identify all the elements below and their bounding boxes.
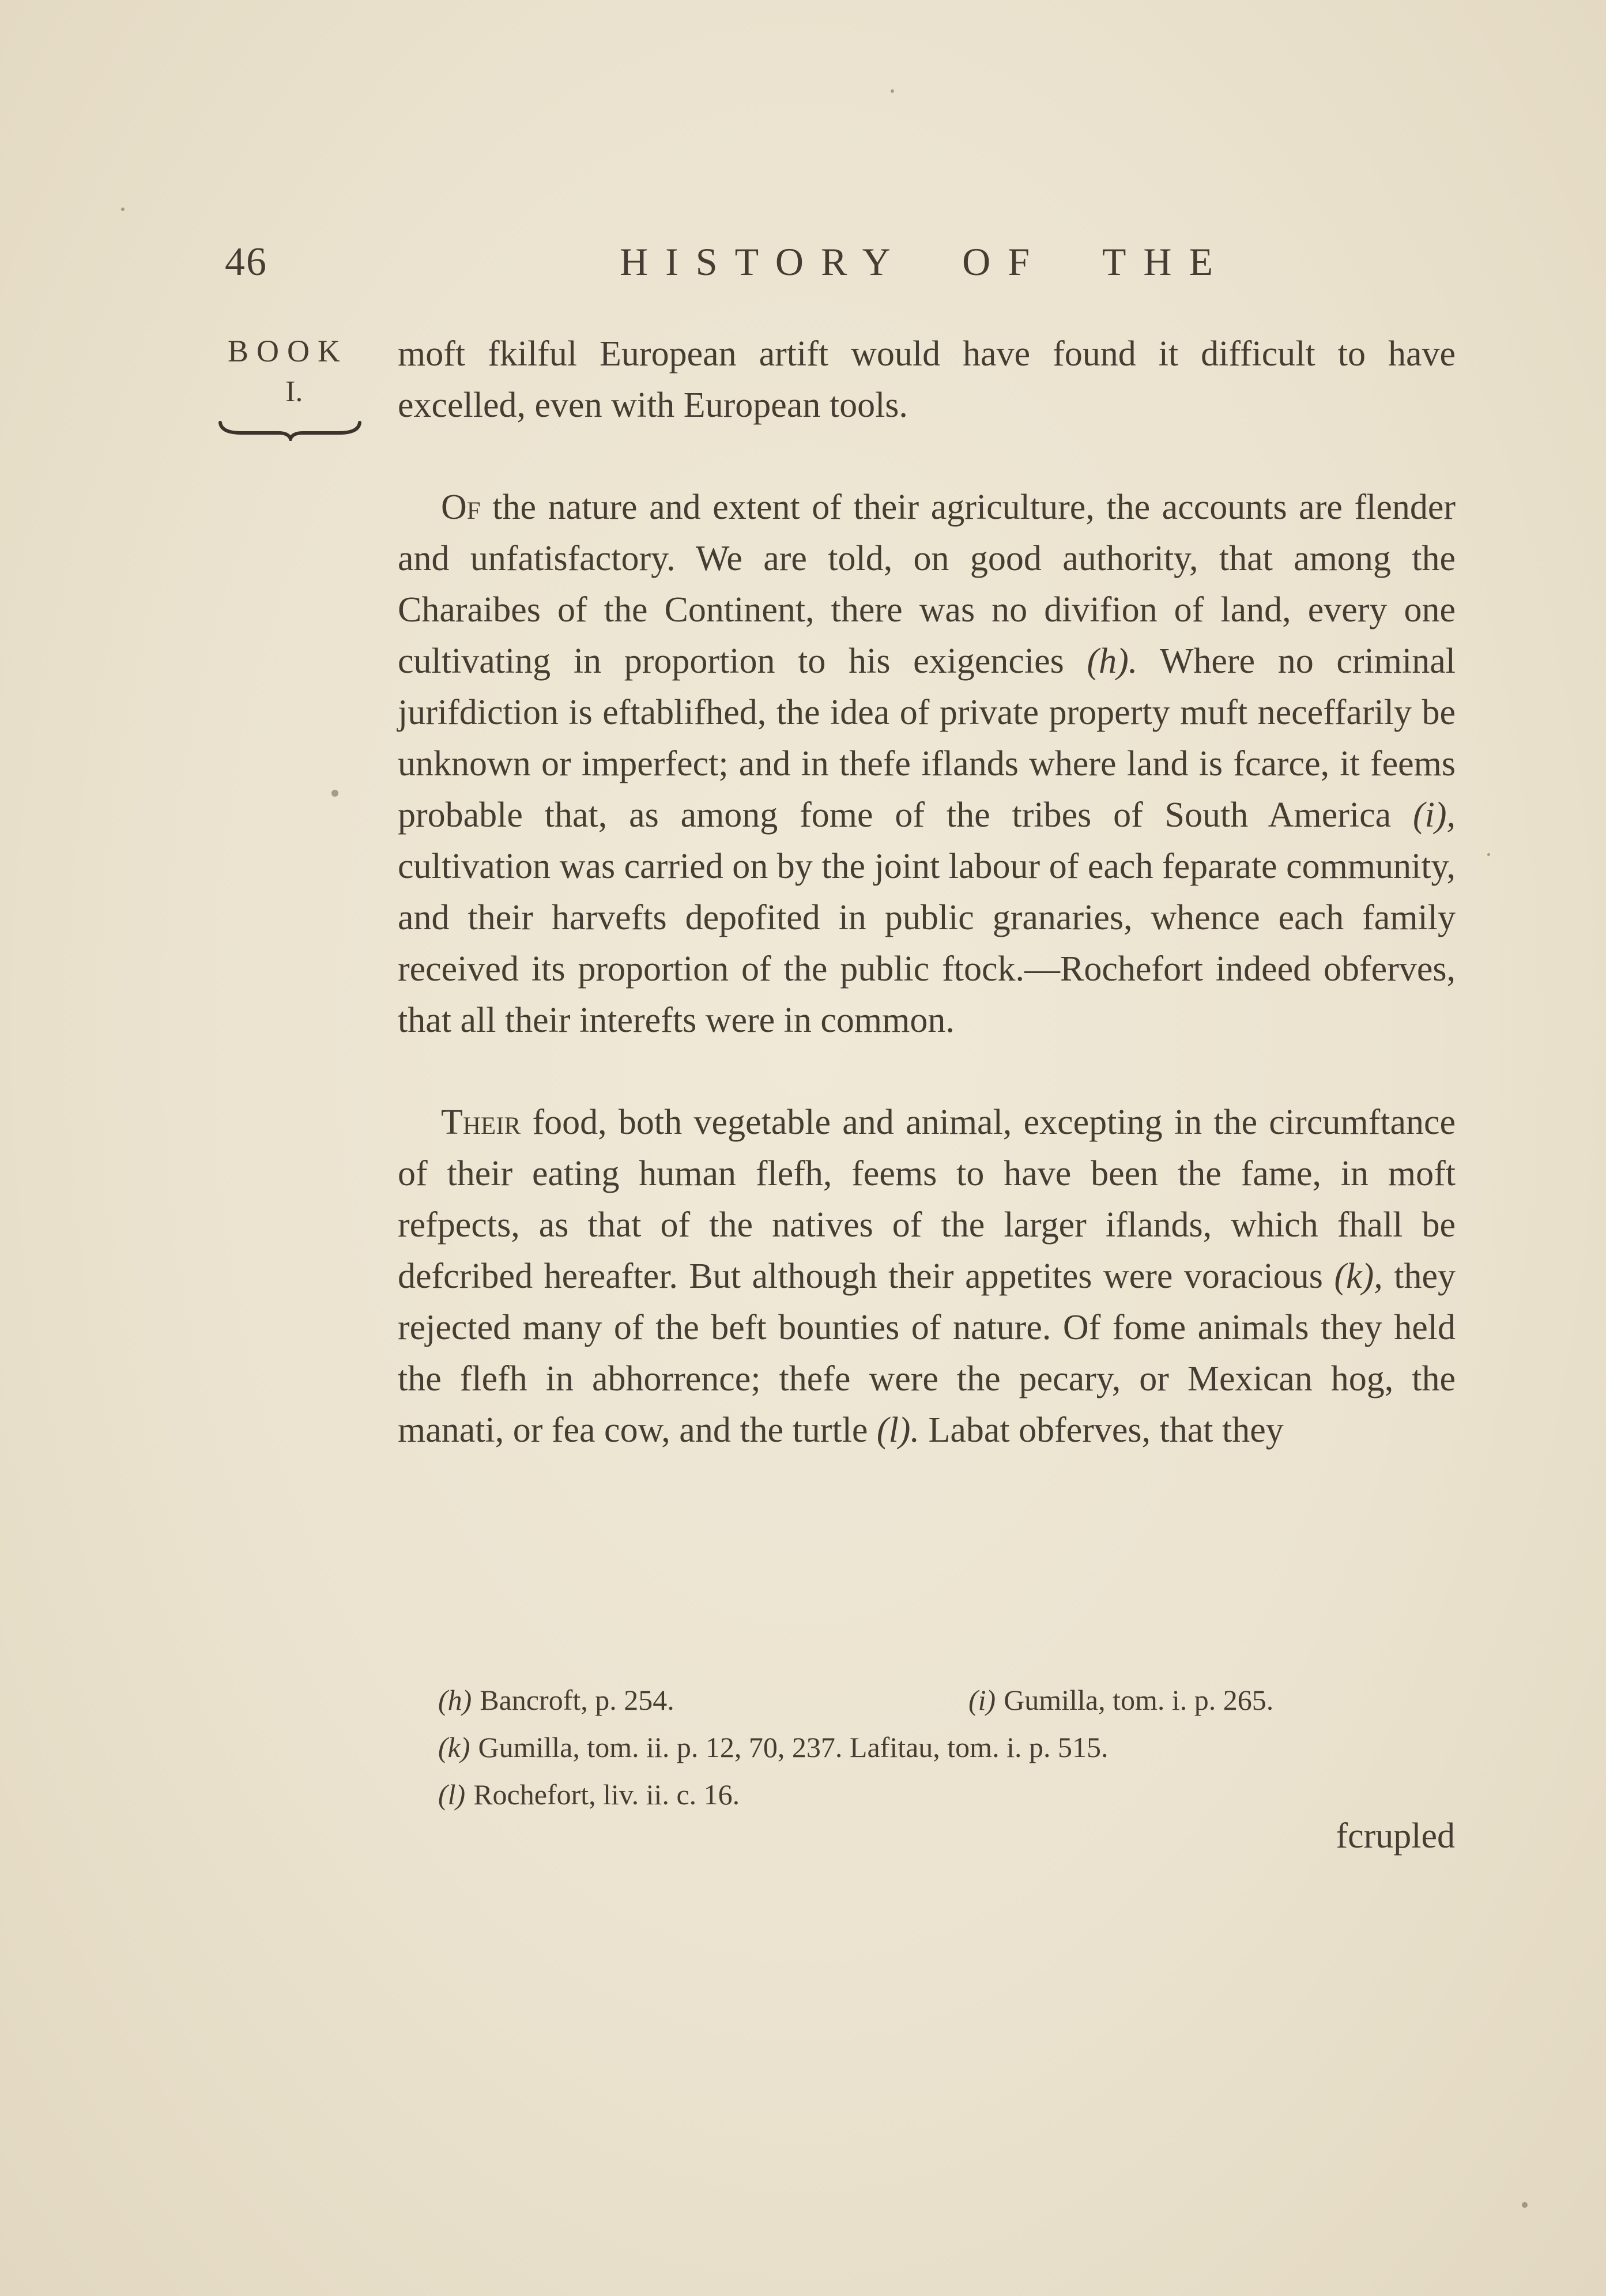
footnote-row: [438, 1676, 1476, 1724]
footnote-ref-k: (k),: [1334, 1257, 1383, 1296]
paragraph-text: food, both vegetable and animal, excepting in the circumftance of their eating human flefh, feems to have been the fame, in moft refpects, as that of the natives of the larger iflands, which fhall be defcribed hereafter. But although their appetites were voracious: [398, 1103, 1456, 1296]
paragraph-lead-caps: Their: [441, 1103, 521, 1142]
paragraph-lead-caps: Of: [441, 488, 481, 527]
footnote-row: [438, 1771, 1476, 1818]
footnote-row: [438, 1724, 1476, 1771]
paragraph-agriculture: [398, 482, 1456, 1046]
paragraph-text: Labat obferves, that they: [919, 1411, 1284, 1450]
paragraph-text: they rejected many of the beft bounties of nature. Of fome animals they held the flefh in abhorrence; thefe were the pecary, or Mexican hog, the manati, or fea cow, and the turtle: [398, 1257, 1456, 1450]
paragraph-text: the nature and extent of their agriculture, the accounts are flender and unfatisfactory. We are told, on good authority, that among the Charaibes of the Continent, there was no divifion of land, every one cultivating in proportion to his exigencies: [398, 488, 1456, 681]
paper-speck: [1522, 2202, 1528, 2208]
footnote-i: [968, 1676, 1273, 1724]
footnote-ref-h: (h).: [1087, 642, 1138, 681]
margin-brace-ornament: [218, 418, 362, 441]
running-title: HISTORY OF THE: [620, 240, 1231, 284]
footnote-ref-l: (l).: [876, 1411, 919, 1450]
paragraph-text: cultivation was carried on by the joint labour of each feparate community, and their harvefts depofited in public granaries, whence each family received its proportion of the public ftock.—Rochefort indeed obferves, that all their interefts were in common.: [398, 847, 1456, 1040]
footnote-key: (i): [968, 1684, 996, 1716]
footnote-key: (l): [438, 1778, 466, 1811]
paragraph-food: [398, 1097, 1456, 1456]
paper-speck: [331, 790, 338, 797]
footnote-text: Gumilla, tom. i. p. 265.: [1004, 1684, 1274, 1716]
footnote-text: Bancroft, p. 254.: [480, 1684, 674, 1716]
footnote-ref-i: (i),: [1412, 796, 1456, 835]
main-text: [398, 329, 1456, 1456]
paragraph-continuation: moft fkilful European artift would have found it difficult to have excelled, even with European tools.: [398, 334, 1456, 425]
footnote-text: Gumilla, tom. ii. p. 12, 70, 237. Lafitau, tom. i. p. 515.: [478, 1731, 1109, 1763]
catchword: fcrupled: [1336, 1816, 1455, 1856]
footnotes: [438, 1676, 1476, 1818]
paper-speck: [1487, 853, 1490, 856]
margin-book-number: I.: [285, 375, 303, 408]
page-number: 46: [225, 240, 267, 284]
footnote-l: [438, 1771, 740, 1818]
margin-book-label: BOOK: [228, 334, 349, 368]
paper-speck: [121, 208, 125, 211]
footnote-text: Rochefort, liv. ii. c. 16.: [473, 1778, 740, 1811]
paper-speck: [891, 89, 894, 93]
footnote-h: [438, 1676, 968, 1724]
footnote-key: (k): [438, 1731, 470, 1763]
footnote-k: [438, 1724, 1108, 1771]
footnote-key: (h): [438, 1684, 472, 1716]
paragraph-text: Where no criminal jurifdiction is eftablifhed, the idea of private property muft neceffarily be unknown or imperfect; and in thefe iflands where land is fcarce, it feems probable that, as among fome of the tribes of South America: [398, 642, 1456, 835]
